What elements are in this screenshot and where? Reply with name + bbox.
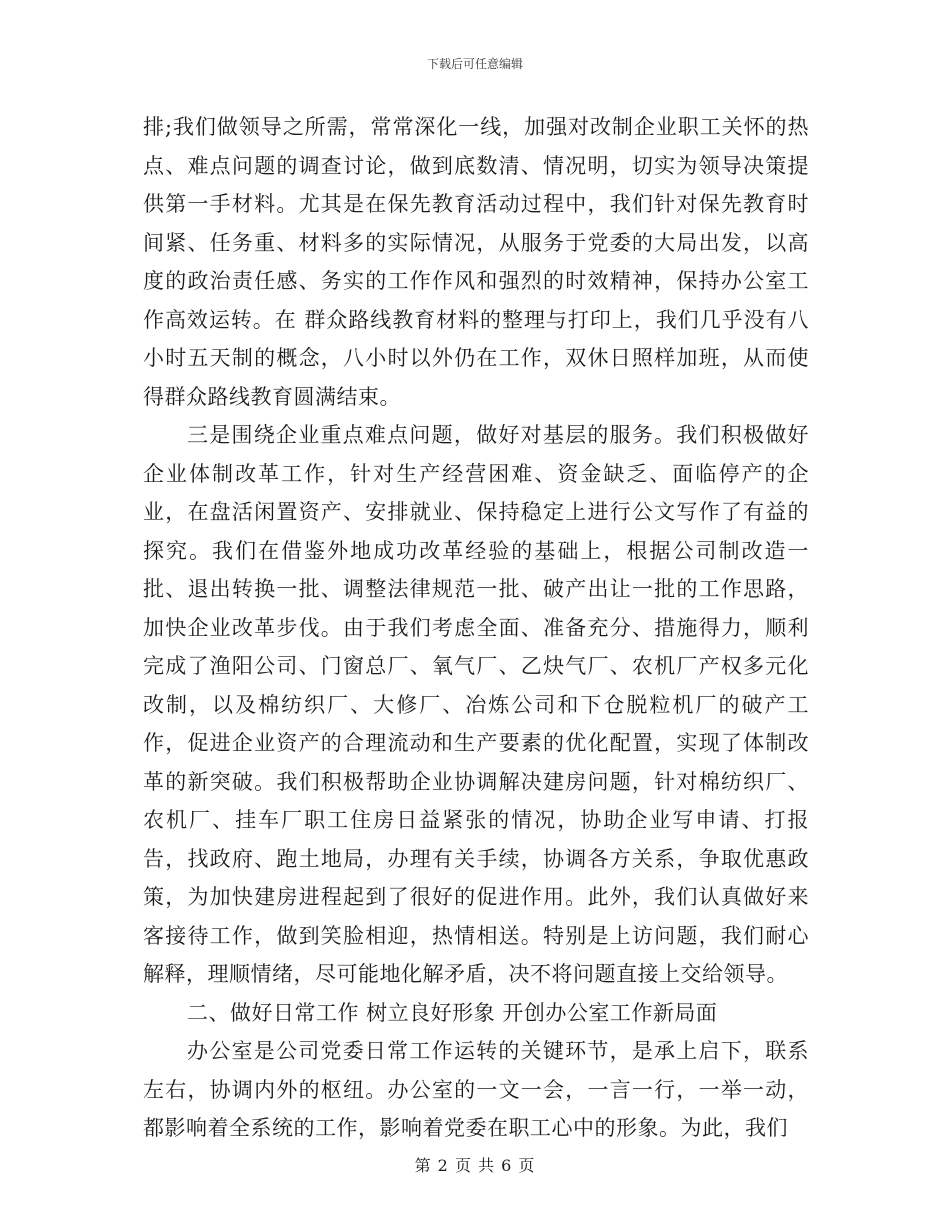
document-body [143, 108, 809, 1148]
paragraph-2: 三是围绕企业重点难点问题，做好对基层的服务。我们积极做好企业体制改革工作，针对生产经营困难、资金缺乏、面临停产的企业，在盘活闲置资产、安排就业、保持稳定上进行公文写作了有益的探究。我们在借鉴外地成功改革经验的基础上，根据公司制改造一批、退出转换一批、调整法律规范一批、破产出让一批的工作思路，加快企业改革步伐。由于我们考虑全面、准备充分、措施得力，顺利完成了渔阳公司、门窗总厂、氧气厂、乙炔气厂、农机厂产权多元化改制，以及棉纺织厂、大修厂、冶炼公司和下仓脱粒机厂的破产工作，促进企业资产的合理流动和生产要素的优化配置，实现了体制改革的新突破。我们积极帮助企业协调解决建房问题，针对棉纺织厂、农机厂、挂车厂职工住房日益紧张的情况，协助企业写申请、打报告，找政府、跑土地局，办理有关手续，协调各方关系，争取优惠政策，为加快建房进程起到了很好的促进作用。此外，我们认真做好来客接待工作，做到笑脸相迎，热情相送。特别是上访问题，我们耐心解释，理顺情绪，尽可能地化解矛盾，决不将问题直接上交给领导。 [143, 423, 809, 986]
section-heading: 二、做好日常工作 树立良好形象 开创办公室工作新局面 [187, 1000, 718, 1025]
paragraph-3: 办公室是公司党委日常工作运转的关键环节，是承上启下，联系左右，协调内外的枢纽。办公室的一文一会，一言一行，一举一动，都影响着全系统的工作，影响着党委在职工心中的形象。为此，我们 [143, 1039, 809, 1140]
page-number-footer: 第 2 页 共 6 页 [414, 1156, 536, 1175]
page-header: 下载后可任意编辑 [426, 57, 523, 71]
paragraph-1: 排;我们做领导之所需，常常深化一线，加强对改制企业职工关怀的热点、难点问题的调查讨论，做到底数清、情况明，切实为领导决策提供第一手材料。尤其是在保先教育活动过程中，我们针对保先教育时间紧、任务重、材料多的实际情况，从服务于党委的大局出发，以高度的政治责任感、务实的工作作风和强烈的时效精神，保持办公室工作高效运转。在 群众路线教育材料的整理与打印上，我们几乎没有八小时五天制的概念，八小时以外仍在工作，双休日照样加班，从而使得群众路线教育圆满结束。 [143, 115, 809, 409]
